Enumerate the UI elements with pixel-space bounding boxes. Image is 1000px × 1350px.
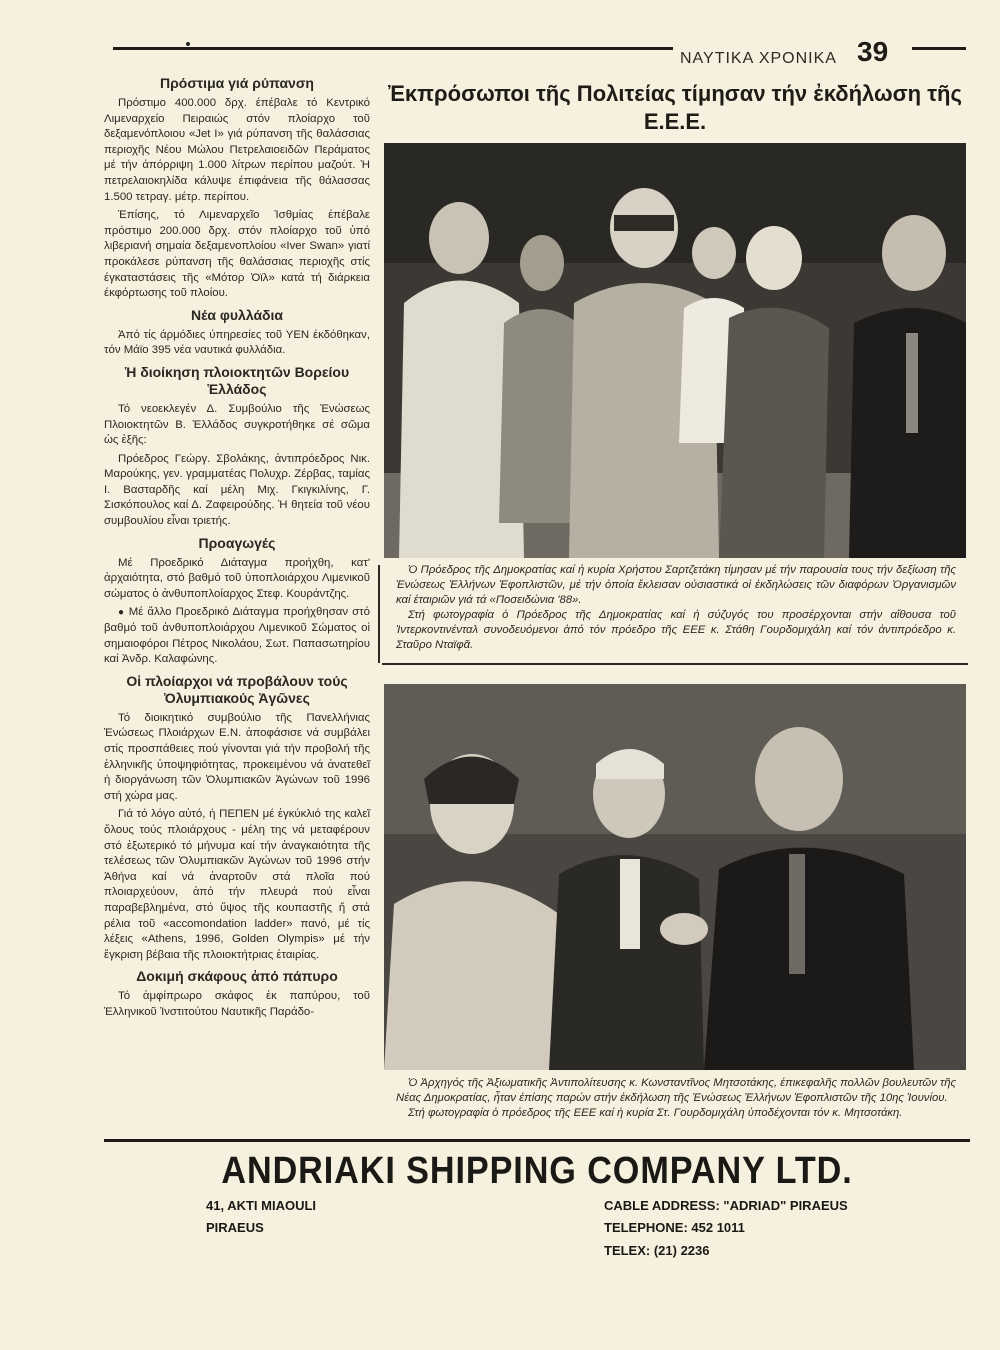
- photo-president-arrival-image: [384, 143, 966, 558]
- ad-address-line1: 41, AKTI MIAOULI: [206, 1198, 317, 1213]
- article-paragraph: Πρόστιμο 400.000 δρχ. έπέβαλε τό Κεντρικό Λιμεναρχείο Πειραιώς στόν πλοίαρχο τοῦ δεξαμενόπλοιου «Jet I» γιά ρύπανση τῆς θαλάσσιας περιοχῆς Νέου Μώλου Πετρελαιοειδῶν Περάματος μέ τήν άπόρριψη 1.000 λίτρων περίπου μαζούτ. Ἡ πετρελαιοκηλίδα κάλυψε έπιφάνεια τῆς θάλασσας 1.500 τετραγ. μέτρ. περίπου.: [104, 97, 370, 203]
- article-title-new-leaflets: Νέα φυλλάδια: [190, 306, 284, 323]
- caption-paragraph: Ὁ Πρόεδρος τῆς Δημοκρατίας καί ἡ κυρία Χρήστου Σαρτζετάκη τίμησαν μέ τήν παρουσία τους τήν δεξίωση τῆς Ἑνώσεως Ἑλλήνων Ἐφοπλιστῶν, μέ τήν ὁποία ἔκλεισαν οὐσιαστικά οἱ ἐκδηλώσεις τῶν διαφόρων Ὀργανισμῶν καί ἑταιριῶν γιά τά «Ποσειδώνια '88».: [396, 564, 956, 606]
- article-paragraph: Τό διοικητικό συμβούλιο τῆς Πανελλήνιας Ἑνώσεως Πλοιάρχων Ε.Ν. ἀποφάσισε νά συμβάλει στίς προσπάθειες πού γίνονται γιά τήν προβολή τῆς ἑλληνικῆς ὑποψηφιότητας, προκειμένου νά ἀνατεθεῖ ἡ διοργάνωση τῶν Ὀλυμπιακῶν Ἀγώνων τοῦ 1996 στή χώρα μας.: [104, 711, 370, 802]
- article-paragraph: Τό ἀμφίπρωρο σκάφος ἐκ παπύρου, τοῦ Ἑλληνικοῦ Ἰνστιτούτου Ναυτικῆς Παράδο-: [104, 990, 370, 1018]
- caption-paragraph: Στή φωτογραφία ὁ πρόεδρος τῆς ΕΕΕ καί ἡ κυρία Στ. Γουρδομιχάλη ὑποδέχονται τόν κ. Μητσοτάκη.: [408, 1107, 903, 1119]
- header-rule-left: [113, 47, 673, 50]
- ad-company-name: ANDRIAKI SHIPPING COMPANY LTD.: [221, 1150, 853, 1192]
- header-dot: [186, 42, 190, 46]
- article-title-papyrus-vessel: Δοκιμή σκάφους ἀπό πάπυρο: [136, 968, 338, 985]
- caption-paragraph: Στή φωτογραφία ὁ Πρόεδρος τῆς Δημοκρατίας καί ἡ σύζυγός του προσέρχονται στήν αἴθουσα τοῦ Ἰντερκοντινένταλ συνοδευόμενοι ἀπό τόν πρόεδρο τῆς ΕΕΕ κ. Στάθη Γουρδομιχάλη καί τόν ἀντιπρόεδρο κ. Σταῦρο Νταϊφᾶ.: [396, 609, 956, 651]
- ad-telex: TELEX: (21) 2236: [604, 1243, 710, 1258]
- article-paragraph: Ἀπό τίς άρμόδιες ύπηρεσίες τοῦ ΥΕΝ έκδόθηκαν, τόν Μάϊο 395 νέα ναυτικά φυλλάδια.: [104, 328, 370, 357]
- article-paragraph-bullet: ● Μέ ἄλλο Προεδρικό Διάταγμα προήχθησαν στό βαθμό τοῦ ἀνθυποπλοιάρχου Λιμενικοῦ Σώματος οἱ σημαιοφόροι Πέτρος Νικολάου, Σωτ. Παπασωτηρίου καί Ἀνδρ. Καλαφώνης.: [104, 605, 370, 667]
- section-divider: [382, 663, 968, 665]
- caption-president-arrival: [396, 563, 956, 653]
- ad-top-rule: [104, 1139, 970, 1142]
- article-title-pollution-fines: Πρόστιμα γιά ρύπανση: [160, 75, 314, 91]
- journal-title: ΝΑΥΤΙΚΑ ΧΡΟΝΙΚΑ: [680, 50, 837, 67]
- article-paragraph: Γιά τό λόγο αὐτό, ἡ ΠΕΠΕΝ μέ ἐγκύκλιό της καλεῖ ὅλους τούς πλοιάρχους - μέλη της νά μεταφέρουν στό ἐξωτερικό τό μήνυμα καί τήν ἀναγκαιότητα τῆς τελέσεως τῶν Ὀλυμπιακῶν Ἀγώνων τοῦ 1996 στήν Ἀθήνα καί νά ἀναρτοῦν στά πλοῖα πού πλοιαρχεύουν, ἀπό τήν πλευρά πού εἶναι παραβεβλημένα, στό ὕψος τῆς κουπαστῆς ἤ στά ρέλια τοῦ «accomondation ladder» πανό, μέ τίς λέξεις «Athens, 1996, Golden Olympis» μέ τήν ἔγκριση βέβαια τῆς πλοιοκτήτριας ἑταιρίας.: [104, 808, 370, 961]
- caption-mitsotakis-handshake: [396, 1076, 956, 1121]
- ad-telephone: TELEPHONE: 452 1011: [604, 1220, 745, 1235]
- page-number: 39: [857, 36, 889, 67]
- column-divider: [378, 565, 380, 663]
- article-title-olympic-games: Οἱ πλοίαρχοι νά προβάλουν τούς Ὀλυμπιακούς Ἀγῶνες: [126, 672, 348, 706]
- article-paragraph: Μέ Προεδρικό Διάταγμα προήχθη, κατ' ἀρχαιότητα, στό βαθμό τοῦ ὑποπλοιάρχου Λιμενικοῦ σώματος ὁ ἀνθυποπλοίαρχος Στεφ. Κουράντζης.: [104, 556, 370, 600]
- main-headline: Ἐκπρόσωποι τῆς Πολιτείας τίμησαν τήν ἐκδήλωση τῆς Ε.Ε.Ε.: [388, 81, 962, 134]
- article-title-promotions: Προαγωγές: [198, 534, 276, 551]
- photo-president-arrival: [384, 143, 966, 558]
- article-paragraph: Πρόεδρος Γεώργ. Σβολάκης, ἀντιπρόεδρος Νικ. Μαρούκης, γεν. γραμματέας Πολυχρ. Ζέρβας, ταμίας Ι. Βασταρδῆς καί μέλη Μιχ. Γκιγκιλίνης, Γ. Σισκόπουλος καί Δ. Ζαφειρούδης. Ἡ θητεία τοῦ νέου συμβουλίου εἶναι τριετής.: [104, 452, 370, 528]
- ad-cable-address: CABLE ADDRESS: "ADRIAD" PIRAEUS: [604, 1198, 848, 1213]
- article-paragraph: Τό νεοεκλεγέν Δ. Συμβούλιο τῆς Ἑνώσεως Πλοιοκτητῶν Β. Ἑλλάδος συγκροτήθηκε σέ σῶμα ὡς ἑξῆς:: [104, 402, 370, 447]
- caption-paragraph: Ὁ Ἀρχηγός τῆς Ἀξιωματικῆς Ἀντιπολίτευσης κ. Κωνσταντῖνος Μητσοτάκης, ἐπικεφαλῆς πολλῶν βουλευτῶν τῆς Νέας Δημοκρατίας, ἦταν ἐπίσης παρών στήν ἐκδήλωση τῆς Ἑνώσεως Ἑλλήνων Ἐφοπλιστῶν τῆς 10ης Ἰουνίου.: [396, 1077, 956, 1104]
- header-rule-right: [912, 47, 966, 50]
- ad-address-line2: PIRAEUS: [206, 1220, 264, 1235]
- photo-mitsotakis-handshake: [384, 684, 966, 1070]
- left-column: [104, 70, 370, 1024]
- article-paragraph: Ἐπίσης, τό Λιμεναρχεῖο Ἰσθμίας έπέβαλε πρόστιμο 200.000 δρχ. στόν πλοίαρχο τοῦ ὑπό λιβεριανή σημαία δεξαμενοπλοίου «Iver Swan» γιατί προκάλεσε ρύπανση τῆς θαλάσσιας περιοχῆς στίς έγκαταστάσεις τῆς «Μότορ Ὀϊλ» κατά τή διάρκεια έκφόρτωσης τοῦ πλοίου.: [104, 209, 370, 300]
- article-title-shipowners-board: Ἡ διοίκηση πλοιοκτητῶν Βορείου Ἑλλάδος: [124, 363, 350, 397]
- photo-mitsotakis-handshake-image: [384, 684, 966, 1070]
